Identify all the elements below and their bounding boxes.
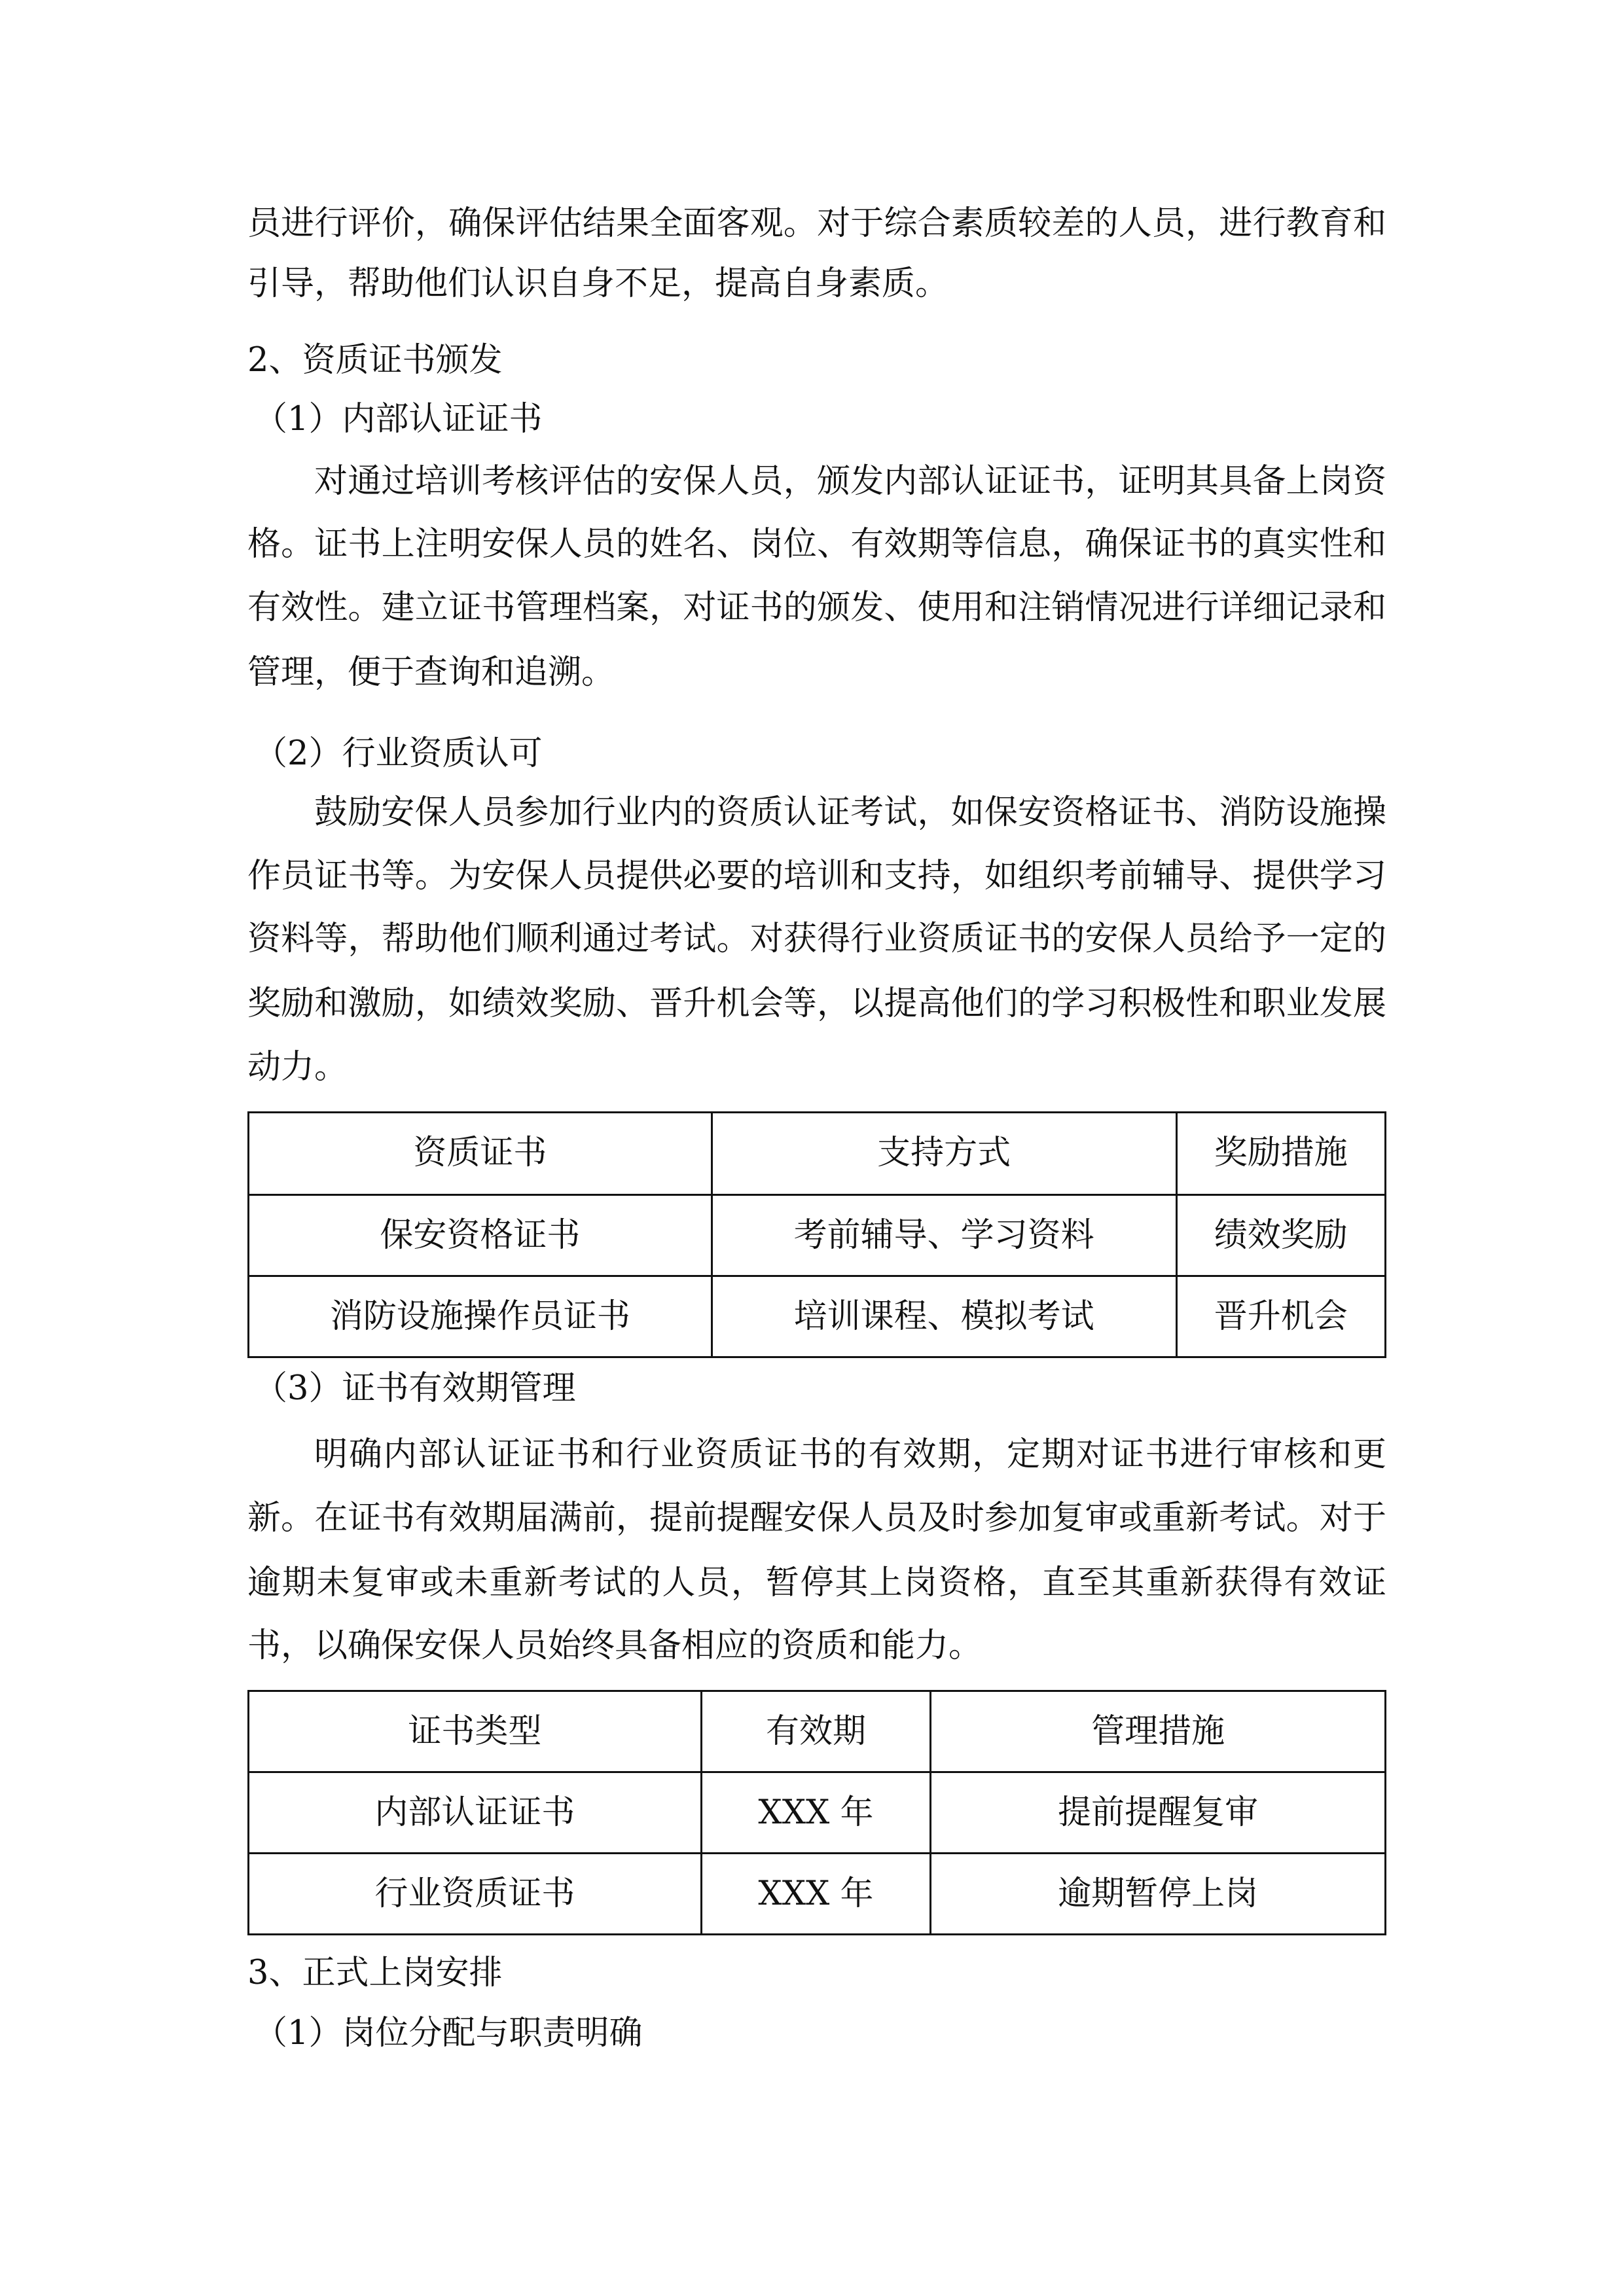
- table-cell: 逾期暂停上岗: [931, 1854, 1386, 1935]
- paragraph-line: 员进行评价，确保评估结果全面客观。对于综合素质较差的人员，进行教育和: [247, 204, 1386, 243]
- table-cell: 考前辅导、学习资料: [712, 1195, 1176, 1276]
- table-header-row: [249, 1113, 1386, 1195]
- table-cell: XXX 年: [701, 1854, 930, 1935]
- section-heading: 2、资质证书颁发: [247, 341, 503, 380]
- table-cell: 行业资质证书: [249, 1854, 702, 1935]
- table-cell: 提前提醒复审: [931, 1772, 1386, 1854]
- paragraph-line: 明确内部认证证书和行业资质证书的有效期，定期对证书进行审核和更: [314, 1435, 1386, 1474]
- paragraph-line: 对通过培训考核评估的安保人员，颁发内部认证证书，证明其具备上岗资: [314, 462, 1386, 501]
- paragraph-line: 有效性。建立证书管理档案，对证书的颁发、使用和注销情况进行详细记录和: [247, 588, 1386, 627]
- paragraph-line: 作员证书等。为安保人员提供必要的培训和支持，如组织考前辅导、提供学习: [247, 857, 1386, 895]
- table-row: [249, 1772, 1386, 1854]
- table-row: [249, 1854, 1386, 1935]
- table-cell: 绩效奖励: [1176, 1195, 1385, 1276]
- paragraph-line: 新。在证书有效期届满前，提前提醒安保人员及时参加复审或重新考试。对于: [247, 1499, 1386, 1537]
- table-header-cell: 有效期: [701, 1691, 930, 1772]
- section-heading: 3、正式上岗安排: [247, 1954, 503, 1992]
- table-cell: 保安资格证书: [249, 1195, 712, 1276]
- paragraph-line: 奖励和激励，如绩效奖励、晋升机会等，以提高他们的学习积极性和职业发展: [247, 984, 1386, 1023]
- table-cell: 消防设施操作员证书: [249, 1276, 712, 1357]
- table-header-row: [249, 1691, 1386, 1772]
- table-header-cell: 资质证书: [249, 1113, 712, 1195]
- table-cell: 培训课程、模拟考试: [712, 1276, 1176, 1357]
- certificate-validity-table: [247, 1690, 1386, 1935]
- paragraph-line: 书，以确保安保人员始终具备相应的资质和能力。: [247, 1626, 983, 1665]
- table-header-cell: 证书类型: [249, 1691, 702, 1772]
- paragraph-line: 资料等，帮助他们顺利通过考试。对获得行业资质证书的安保人员给予一定的: [247, 920, 1386, 958]
- paragraph-line: 动力。: [247, 1048, 348, 1086]
- paragraph-line: 鼓励安保人员参加行业内的资质认证考试，如保安资格证书、消防设施操: [314, 793, 1386, 832]
- table-header-cell: 奖励措施: [1176, 1113, 1385, 1195]
- table-row: [249, 1195, 1386, 1276]
- subsection-heading: （2）行业资质认可: [254, 734, 543, 773]
- paragraph-line: 引导，帮助他们认识自身不足，提高自身素质。: [247, 264, 949, 303]
- certificate-support-table: [247, 1111, 1386, 1358]
- table-row: [249, 1276, 1386, 1357]
- paragraph-line: 逾期未复审或未重新考试的人员，暂停其上岗资格，直至其重新获得有效证: [247, 1564, 1386, 1602]
- subsection-heading: （1）岗位分配与职责明确: [254, 2014, 643, 2053]
- table-cell: 晋升机会: [1176, 1276, 1385, 1357]
- paragraph-line: 格。证书上注明安保人员的姓名、岗位、有效期等信息，确保证书的真实性和: [247, 525, 1386, 564]
- subsection-heading: （1）内部认证证书: [254, 400, 543, 439]
- table-header-cell: 支持方式: [712, 1113, 1176, 1195]
- subsection-heading: （3）证书有效期管理: [254, 1369, 576, 1408]
- table-cell: 内部认证证书: [249, 1772, 702, 1854]
- paragraph-line: 管理，便于查询和追溯。: [247, 653, 615, 692]
- table-header-cell: 管理措施: [931, 1691, 1386, 1772]
- table-cell: XXX 年: [701, 1772, 930, 1854]
